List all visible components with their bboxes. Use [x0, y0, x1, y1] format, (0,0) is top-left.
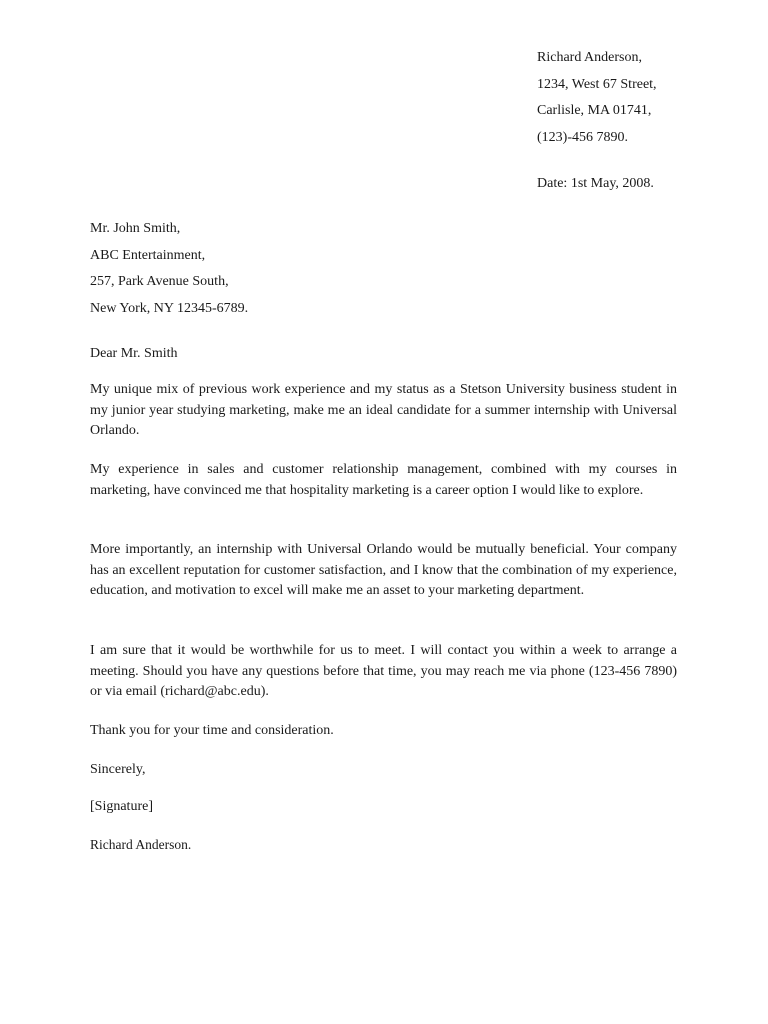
recipient-name: Mr. John Smith,: [90, 221, 181, 236]
sender-name: Richard Anderson,: [537, 50, 642, 65]
sender-address-line-2: Carlisle, MA 01741,: [537, 103, 652, 118]
closing-line: Sincerely,: [90, 762, 146, 777]
recipient-address-block: [90, 219, 490, 325]
recipient-company: ABC Entertainment,: [90, 247, 206, 263]
signer-name: Richard Anderson.: [90, 837, 192, 852]
sender-address-line-1: 1234, West 67 Street,: [537, 76, 657, 92]
sender-address-block: [537, 48, 737, 154]
thanks-line: Thank you for your time and consideration.: [90, 723, 334, 738]
body-paragraph-4: I am sure that it would be worthwhile for us to meet. I will contact you within a week to arrange a meeting. Should you have any questions before that time, you may reach me via phone (123-456 7890) or via email (richard@abc.edu).: [90, 643, 677, 699]
body-paragraph-3: More importantly, an internship with Universal Orlando would be mutually beneficial. Your company has an excellent reputation for customer satisfaction, and I know that the combination of my experience, education, and motivation to excel will make me an asset to your marketing department.: [90, 542, 677, 598]
body-paragraph-2: My experience in sales and customer relationship management, combined with my courses in marketing, have convinced me that hospitality marketing is a career option I would like to explore.: [90, 462, 677, 498]
letter-date: Date: 1st May, 2008.: [537, 176, 654, 191]
recipient-address-line-2: New York, NY 12345-6789.: [90, 300, 249, 316]
recipient-address-line-1: 257, Park Avenue South,: [90, 274, 229, 289]
body-paragraph-1: My unique mix of previous work experience and my status as a Stetson University business student in my junior year studying marketing, make me an ideal candidate for a summer internship with Universal Orlando.: [90, 382, 677, 438]
signature-placeholder: [Signature]: [90, 799, 153, 814]
sender-phone: (123)-456 7890.: [537, 129, 628, 145]
salutation: Dear Mr. Smith: [90, 346, 178, 361]
